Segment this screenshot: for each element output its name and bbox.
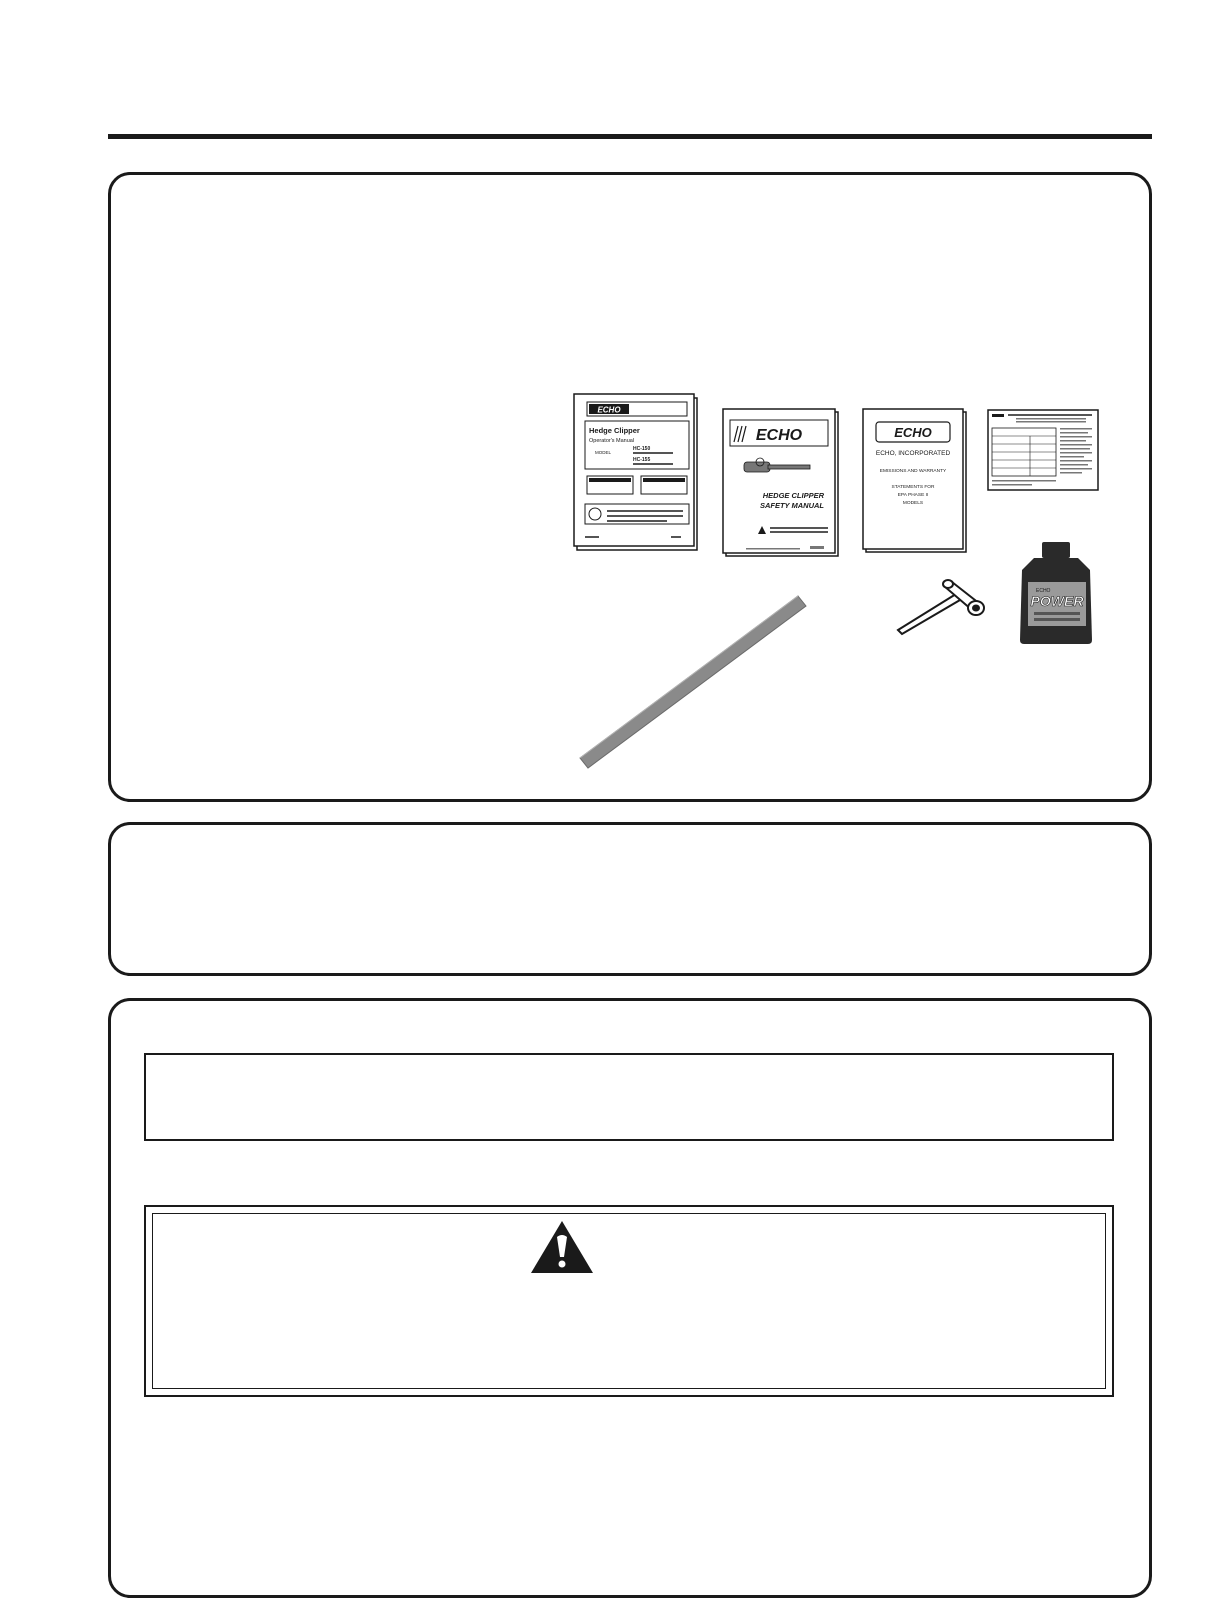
safety-manual-illustration — [722, 408, 840, 558]
emissions-line-1: EMISSIONS AND WARRANTY — [879, 469, 947, 474]
operators-manual-illustration — [573, 392, 701, 552]
manual-booklet-icon — [573, 392, 701, 552]
emissions-line-3: EPA PHASE II — [897, 493, 929, 498]
emissions-line-4: MODELS — [902, 501, 924, 506]
oil-bottle-brand: ECHO — [1036, 588, 1051, 594]
emissions-company: ECHO, INCORPORATED — [875, 450, 951, 457]
emissions-line-2: STATEMENTS FOR — [891, 485, 935, 490]
safety-manual-brand: ECHO — [755, 427, 803, 444]
warranty-card-icon — [986, 408, 1100, 492]
manual-brand: ECHO — [597, 405, 621, 415]
manual-title: Hedge Clipper — [589, 426, 640, 435]
blade-cover-icon — [576, 590, 810, 774]
warranty-card-illustration — [986, 408, 1100, 492]
safety-manual-title-2: SAFETY MANUAL — [759, 501, 824, 510]
notice-box — [144, 1053, 1114, 1141]
safety-manual-title-1: HEDGE CLIPPER — [762, 491, 824, 500]
emissions-brand: ECHO — [894, 425, 932, 440]
emissions-warranty-icon — [862, 408, 968, 554]
warning-box — [144, 1205, 1114, 1397]
warning-box-inner-border — [152, 1213, 1106, 1389]
oil-bottle-label: POWER — [1030, 593, 1084, 609]
warning-triangle-icon — [529, 1219, 595, 1275]
middle-panel — [108, 822, 1152, 976]
spark-plug-wrench-icon — [892, 578, 988, 638]
manual-model-2: HC-155 — [633, 457, 651, 463]
oil-bottle-illustration — [1014, 540, 1100, 646]
header-rule — [108, 134, 1152, 139]
emissions-booklet-illustration — [862, 408, 968, 554]
oil-bottle-icon — [1014, 540, 1100, 646]
spark-plug-wrench-illustration — [892, 578, 988, 638]
manual-subtitle: Operator's Manual — [589, 438, 635, 444]
blade-cover-illustration — [576, 590, 810, 774]
manual-model-label: MODEL — [595, 450, 612, 455]
safety-manual-icon — [722, 408, 840, 558]
manual-model-1: HC-150 — [633, 446, 651, 452]
